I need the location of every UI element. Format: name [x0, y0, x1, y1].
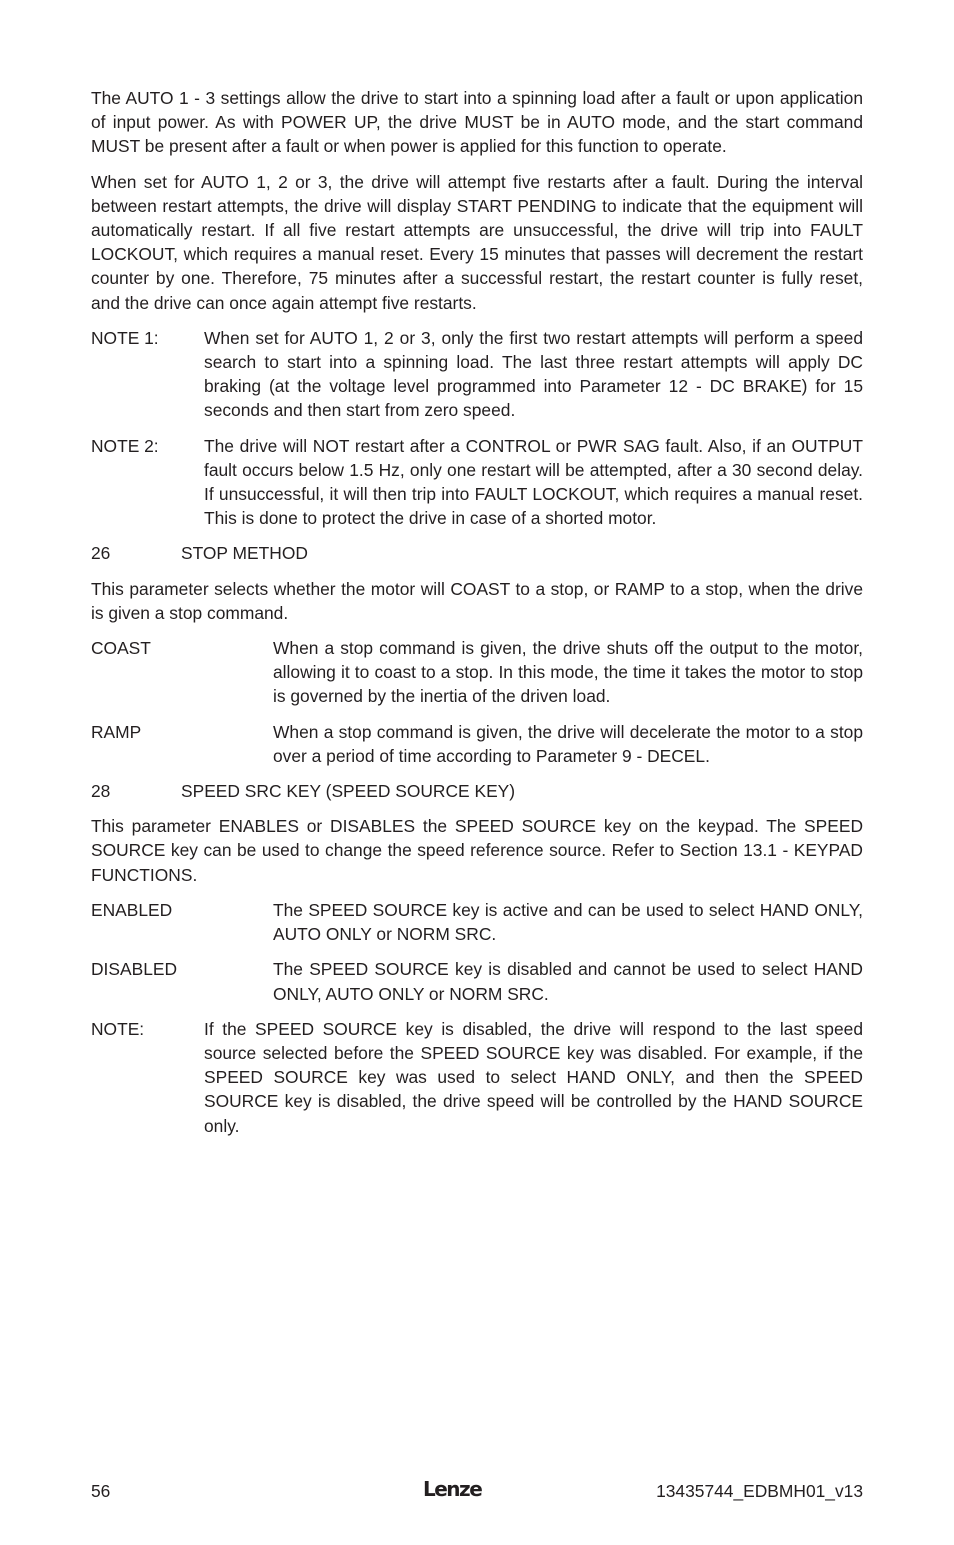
option-enabled [91, 898, 863, 946]
option-enabled-text: The SPEED SOURCE key is active and can be used to select HAND ONLY, AUTO ONLY or NORM SRC. [273, 899, 863, 945]
note-2-label: NOTE 2: [91, 435, 159, 456]
lenze-logo: Lenze [423, 1477, 482, 1501]
document-id: 13435744_EDBMH01_v13 [656, 1481, 863, 1501]
option-coast-text: When a stop command is given, the drive shuts off the output to the motor, allowing it to coast to a stop. In this mode, the time it takes the motor to stop is governed by the inertia of the driven load. [273, 638, 863, 707]
param-26-description: This parameter selects whether the motor will COAST to a stop, or RAMP to a stop, when the drive is given a stop command. [91, 578, 863, 623]
param-26-title: STOP METHOD [181, 543, 308, 564]
param-28-heading [91, 779, 863, 803]
param-28-note [91, 1017, 863, 1138]
note-1-text: When set for AUTO 1, 2 or 3, only the first two restart attempts will perform a speed search to start into a spinning load. The last three restart attempts will apply DC braking (at the voltage level programmed into Parameter 12 - DC BRAKE) for 15 seconds and then start from zero speed. [204, 327, 863, 421]
note-1-label: NOTE 1: [91, 327, 159, 348]
param-28-number: 28 [91, 781, 111, 802]
option-disabled [91, 957, 863, 1005]
auto-restarts-paragraph: When set for AUTO 1, 2 or 3, the drive will attempt five restarts after a fault. During the interval between restart attempts, the drive will display START PENDING to indicate that the equipment will automatically restart. If all five restart attempts are unsuccessful, the drive will trip into FAULT LOCKOUT, which requires a manual reset. Every 15 minutes that passes will decrement the restart counter by one. Therefore, 75 minutes after a successful restart, the restart counter is fully reset, and the drive can once again attempt five restarts. [91, 171, 863, 313]
note-1 [91, 326, 863, 423]
param-26-heading [91, 541, 863, 565]
param-28-title: SPEED SRC KEY (SPEED SOURCE KEY) [181, 781, 516, 802]
param-26-number: 26 [91, 543, 111, 564]
option-ramp [91, 720, 863, 768]
option-ramp-text: When a stop command is given, the drive will decelerate the motor to a stop over a period of time according to Parameter 9 - DECEL. [273, 721, 863, 766]
option-enabled-label: ENABLED [91, 899, 173, 920]
page-content [91, 86, 863, 1149]
note-2-text: The drive will NOT restart after a CONTROL or PWR SAG fault. Also, if an OUTPUT fault occurs below 1.5 Hz, only one restart will be attempted, after a 30 second delay. If unsuccessful, it will then trip into FAULT LOCKOUT, which requires a manual reset. This is done to protect the drive in case of a shorted motor. [204, 435, 863, 529]
option-disabled-text: The SPEED SOURCE key is disabled and cannot be used to select HAND ONLY, AUTO ONLY or NORM SRC. [273, 959, 863, 1004]
option-disabled-label: DISABLED [91, 959, 178, 980]
page-footer [91, 1477, 863, 1503]
page-number: 56 [91, 1481, 111, 1501]
param-28-note-label: NOTE: [91, 1018, 145, 1039]
note-2 [91, 434, 863, 531]
param-28-note-text: If the SPEED SOURCE key is disabled, the drive will respond to the last speed source selected before the SPEED SOURCE key was disabled. For example, if the SPEED SOURCE key was used to select HAND ONLY, and then the SPEED SOURCE key is disabled, the drive speed will be controlled by the HAND SOURCE only. [204, 1018, 863, 1136]
option-coast-label: COAST [91, 638, 151, 659]
option-ramp-label: RAMP [91, 721, 142, 742]
auto-intro-paragraph: The AUTO 1 - 3 settings allow the drive to start into a spinning load after a fault or upon application of input power. As with POWER UP, the drive MUST be in AUTO mode, and the start command MUST be present after a fault or when power is applied for this function to operate. [91, 88, 863, 157]
param-28-description: This parameter ENABLES or DISABLES the SPEED SOURCE key on the keypad. The SPEED SOURCE key can be used to change the speed reference source. Refer to Section 13.1 - KEYPAD FUNCTIONS. [91, 816, 863, 885]
option-coast [91, 636, 863, 709]
